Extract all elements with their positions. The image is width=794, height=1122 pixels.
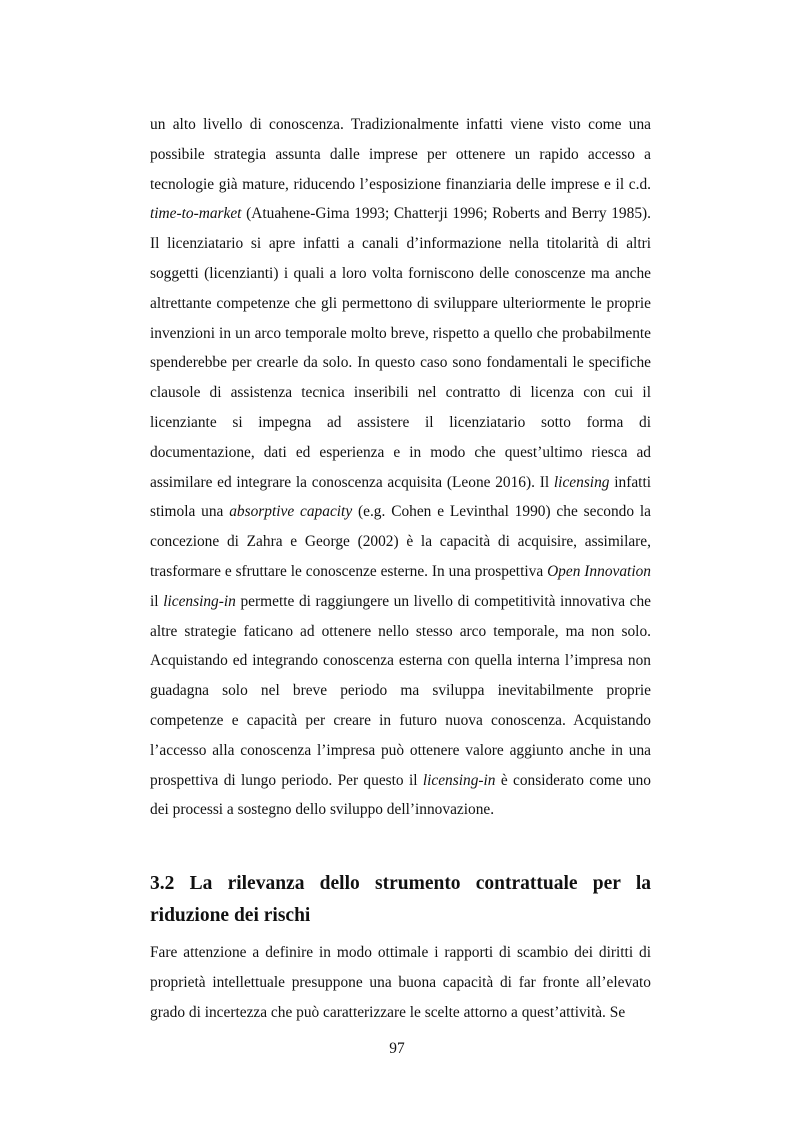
body-paragraph-section-intro: Fare attenzione a definire in modo ottimale i rapporti di scambio dei diritti di proprietà intellettuale presuppone una buona capacità di far fronte all’elevato grado di incertezza che può caratterizzare le scelte attorno a quest’attività. Se	[150, 944, 651, 1021]
italic-term-absorptive-capacity: absorptive capacity	[229, 503, 353, 521]
paragraph-text: (Atuahene-Gima 1993; Chatterji 1996; Roberts and Berry 1985). Il licenziatario si apre infatti a canali d’informazione nella titolarità di altri soggetti (licenzianti) i quali a loro volta forniscono delle conoscenze ma anche altrettante competenze che gli permettono di sviluppare ulteriormente le proprie invenzioni in un arco temporale molto breve, rispetto a quello che probabilmente spenderebbe per crearle da solo. In questo caso sono fondamentali le specifiche clausole di assistenza tecnica inseribili nel contratto di licenza con cui il licenziante si impegna ad assistere il licenziatario sotto forma di documentazione, dati ed esperienza e in modo che quest’ultimo riesca ad assimilare ed integrare la conoscenza acquisita (Leone 2016). Il	[150, 205, 651, 491]
page-number: 97	[389, 1040, 405, 1057]
paragraph-text: è considerato come uno dei processi a sostegno dello sviluppo dell’innovazione.	[150, 771, 651, 819]
italic-term-licensing-in: licensing-in	[163, 592, 236, 610]
body-paragraph-licensing	[150, 110, 651, 825]
italic-term-time-to-market: time-to-market	[150, 205, 242, 223]
paragraph-text: il	[150, 592, 164, 610]
italic-term-licensing-in: licensing-in	[422, 771, 496, 789]
section-heading: 3.2 La rilevanza dello strumento contrattuale per la riduzione dei rischi	[150, 873, 651, 927]
page-body	[150, 110, 651, 1028]
italic-term-open-innovation: Open Innovation	[547, 562, 651, 580]
paragraph-text: permette di raggiungere un livello di competitività innovativa che altre strategie faticano ad ottenere nello stesso arco temporale, ma non solo. Acquistando ed integrando conoscenza esterna con quella interna l’impresa non guadagna solo nel breve periodo ma sviluppa inevitabilmente proprie competenze e capacità per creare in futuro nuova conoscenza. Acquistando l’accesso alla conoscenza l’impresa può ottenere valore aggiunto anche in una prospettiva di lungo periodo. Per questo il	[150, 592, 652, 789]
paragraph-text: (e.g. Cohen e Levinthal 1990) che secondo la concezione di Zahra e George (2002) è la capacità di acquisire, assimilare, trasformare e sfruttare le conoscenze esterne. In una prospettiva	[150, 503, 651, 580]
paragraph-text: un alto livello di conoscenza. Tradizionalmente infatti viene visto come una possibile strategia assunta dalle imprese per ottenere un rapido accesso a tecnologie già mature, riducendo l’esposizione finanziaria delle imprese e il c.d.	[150, 116, 651, 193]
italic-term-licensing: licensing	[553, 473, 610, 491]
paragraph-text: infatti stimola una	[150, 473, 651, 521]
